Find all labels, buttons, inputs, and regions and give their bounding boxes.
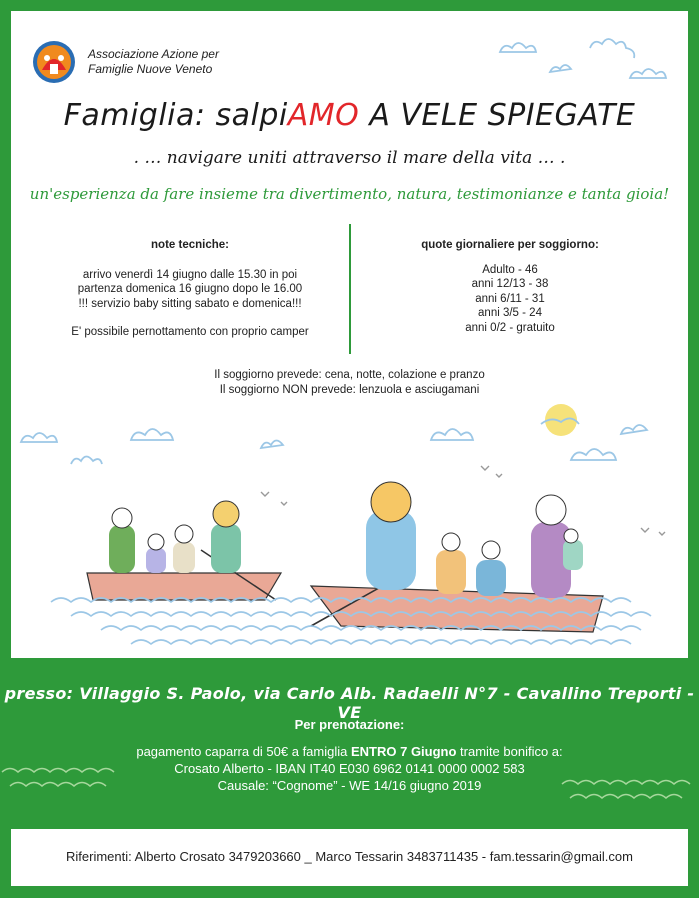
technical-notes-heading: note tecniche:: [151, 239, 229, 251]
bird-icon: [641, 528, 649, 532]
payment-instructions: [0, 743, 699, 760]
wave-icon: [560, 772, 699, 812]
cloud-icon: [590, 39, 634, 58]
stay-excludes: Il soggiorno NON prevede: lenzuola e asciugamani: [219, 383, 480, 396]
rate-item: Adulto - 46: [482, 263, 538, 276]
contacts-footer: [11, 829, 688, 886]
cloud-icon: [71, 457, 102, 465]
rate-item: anni 6/11 - 31: [475, 292, 545, 305]
title-part-1: Famiglia: salpi: [63, 98, 288, 133]
bird-icon: [281, 502, 287, 505]
payment-text-1: pagamento caparra di 50€ a famiglia: [136, 744, 351, 759]
rate-item: anni 0/2 - gratuito: [465, 321, 555, 334]
family-logo-icon: [32, 40, 76, 84]
location-address: presso: Villaggio S. Paolo, via Carlo Alb. Radaelli N°7 - Cavallino Treporti - VE: [4, 684, 695, 722]
cloud-icon: [621, 425, 647, 434]
tagline: un'esperienza da fare insieme tra divertimento, natura, testimonianze e tanta gioia!: [29, 185, 670, 203]
cloud-icon: [131, 429, 173, 440]
bird-icon: [659, 532, 665, 535]
booking-heading: Per prenotazione:: [294, 717, 405, 732]
bird-icon: [261, 492, 269, 496]
title-highlight: AMO: [287, 98, 360, 133]
iban-line: Crosato Alberto - IBAN IT40 E030 6962 0141 0000 0002 583: [174, 761, 525, 776]
technical-note: partenza domenica 16 giugno dopo le 16.00: [77, 283, 303, 295]
bird-icon: [496, 474, 502, 477]
column-divider: [349, 224, 351, 354]
bird-icon: [481, 466, 489, 470]
top-clouds-decoration: [480, 22, 690, 92]
organization-name: [88, 47, 219, 77]
cloud-icon: [431, 429, 473, 440]
stay-includes: Il soggiorno prevede: cena, notte, colazione e pranzo: [214, 369, 485, 381]
cloud-icon: [571, 449, 616, 460]
technical-note: arrivo venerdì 14 giugno dalle 15.30 in poi: [82, 268, 298, 281]
technical-note: !!! servizio baby sitting sabato e domenica!!!: [78, 297, 302, 310]
contacts-text: Riferimenti: Alberto Crosato 3479203660 _ Marco Tessarin 3483711435 - fam.tessarin@gmail.com: [66, 849, 633, 864]
rate-item: anni 3/5 - 24: [478, 307, 542, 319]
stay-info: [0, 368, 699, 397]
daily-rates: [360, 238, 660, 335]
sun-icon: [541, 404, 579, 436]
organization-line-2: Famiglie Nuove Veneto: [88, 62, 213, 76]
rate-item: anni 12/13 - 38: [471, 278, 549, 290]
title-part-2: A VELE SPIEGATE: [359, 98, 636, 133]
page-subtitle: . … navigare uniti attraverso il mare della vita … .: [133, 148, 566, 168]
cloud-icon: [550, 65, 571, 72]
wave-icon: [0, 760, 130, 800]
technical-notes: [40, 238, 340, 340]
cloud-icon: [21, 433, 57, 442]
cloud-icon: [261, 441, 283, 449]
cloud-icon: [500, 43, 536, 52]
boat-icon: [311, 482, 603, 632]
causale-line: Causale: “Cognome” - WE 14/16 giugno 2019: [217, 778, 482, 793]
family-boats-illustration: [11, 400, 688, 658]
cloud-icon: [630, 69, 666, 78]
daily-rates-heading: quote giornaliere per soggiorno:: [421, 239, 599, 251]
camper-note: E' possibile pernottamento con proprio camper: [71, 326, 309, 338]
boat-icon: [87, 501, 281, 600]
page-title: [0, 98, 699, 133]
organization-line-1: Associazione Azione per: [88, 47, 219, 61]
payment-text-2: tramite bonifico a:: [456, 744, 563, 759]
payment-deadline: ENTRO 7 Giugno: [350, 744, 457, 759]
